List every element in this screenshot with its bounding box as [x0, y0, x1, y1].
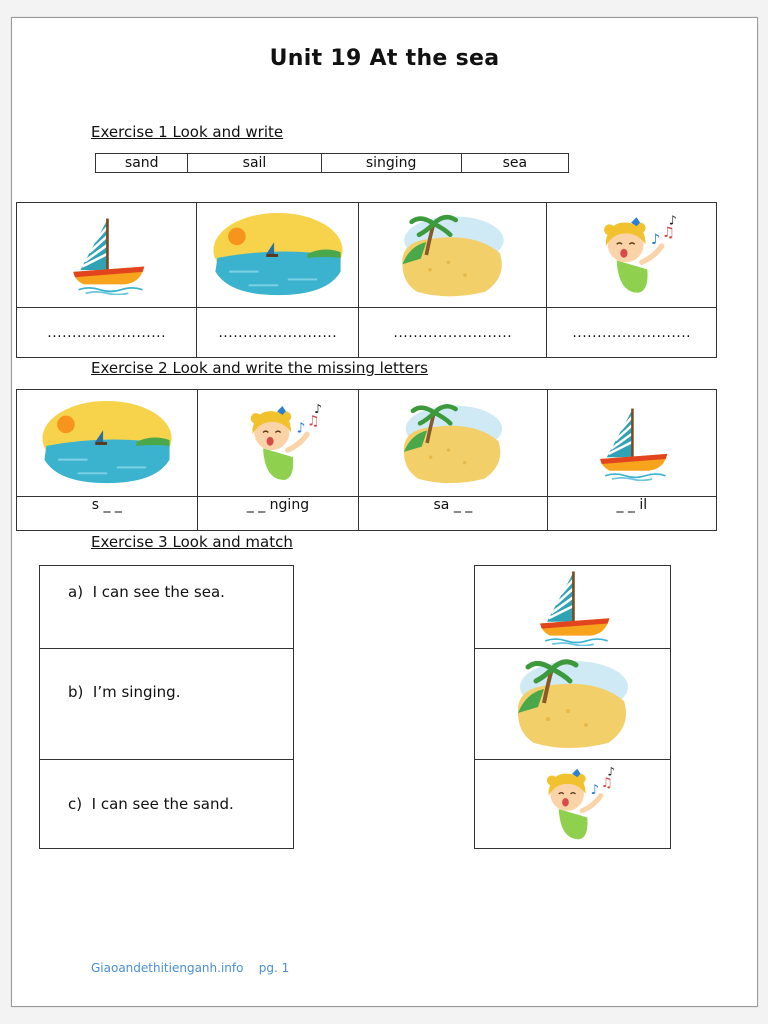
sentence-text: I can see the sea.	[92, 583, 225, 601]
match-picture-box[interactable]	[474, 565, 671, 649]
missing-letters-clue[interactable]: s _ _	[17, 497, 198, 531]
sailboat-icon	[57, 215, 157, 295]
missing-letters-clue[interactable]: _ _ nging	[197, 497, 359, 531]
sailboat-icon	[527, 568, 619, 646]
sea-beach-icon	[208, 211, 348, 299]
match-sentence-box[interactable]	[39, 565, 294, 649]
missing-letters-clue[interactable]: sa _ _	[359, 497, 547, 531]
worksheet-page	[11, 17, 758, 1007]
picture-cell	[197, 390, 359, 497]
match-sentence-box[interactable]	[39, 759, 294, 849]
picture-cell	[359, 390, 547, 497]
sentence-letter: b)	[68, 683, 84, 701]
match-sentence-box[interactable]	[39, 647, 294, 760]
match-picture-box[interactable]	[474, 647, 671, 760]
sandy-island-icon	[395, 397, 511, 489]
sentence-text: I can see the sand.	[91, 795, 234, 813]
answer-blank[interactable]: ........................	[547, 308, 717, 358]
missing-letters-clue[interactable]: _ _ il	[547, 497, 716, 531]
picture-cell	[197, 203, 359, 308]
picture-cell	[547, 390, 716, 497]
match-picture-box[interactable]	[474, 759, 671, 849]
answer-blank[interactable]: ........................	[17, 308, 197, 358]
word-bank-item: sand	[96, 154, 188, 173]
sailboat-icon	[590, 405, 674, 481]
exercise-1-table	[16, 202, 717, 358]
exercise-3-heading: Exercise 3 Look and match	[91, 533, 293, 551]
sentence-letter: c)	[68, 795, 83, 813]
page-footer	[91, 961, 289, 975]
sea-beach-icon	[38, 399, 176, 487]
singing-girl-icon	[580, 210, 684, 300]
word-bank-item: singing	[321, 154, 461, 173]
answer-blank[interactable]: ........................	[359, 308, 547, 358]
sandy-island-icon	[393, 209, 513, 301]
exercise-2-table	[16, 389, 717, 531]
sentence-letter: a)	[68, 583, 84, 601]
sentence-text: I’m singing.	[92, 683, 181, 701]
picture-cell	[547, 203, 717, 308]
answer-blank[interactable]: ........................	[197, 308, 359, 358]
exercise-2-heading: Exercise 2 Look and write the missing letters	[91, 359, 428, 377]
picture-cell	[17, 390, 198, 497]
sandy-island-icon	[508, 653, 638, 753]
picture-cell	[359, 203, 547, 308]
page-title: Unit 19 At the sea	[269, 46, 500, 71]
word-bank-item: sail	[188, 154, 321, 173]
singing-girl-icon	[228, 399, 328, 487]
footer-site[interactable]: Giaoandethitienganh.info	[91, 961, 244, 975]
exercise-1-heading: Exercise 1 Look and write	[91, 123, 284, 141]
singing-girl-icon	[525, 762, 621, 846]
word-bank	[95, 153, 569, 173]
footer-page-number: pg. 1	[258, 961, 290, 975]
word-bank-item: sea	[461, 154, 568, 173]
picture-cell	[17, 203, 197, 308]
